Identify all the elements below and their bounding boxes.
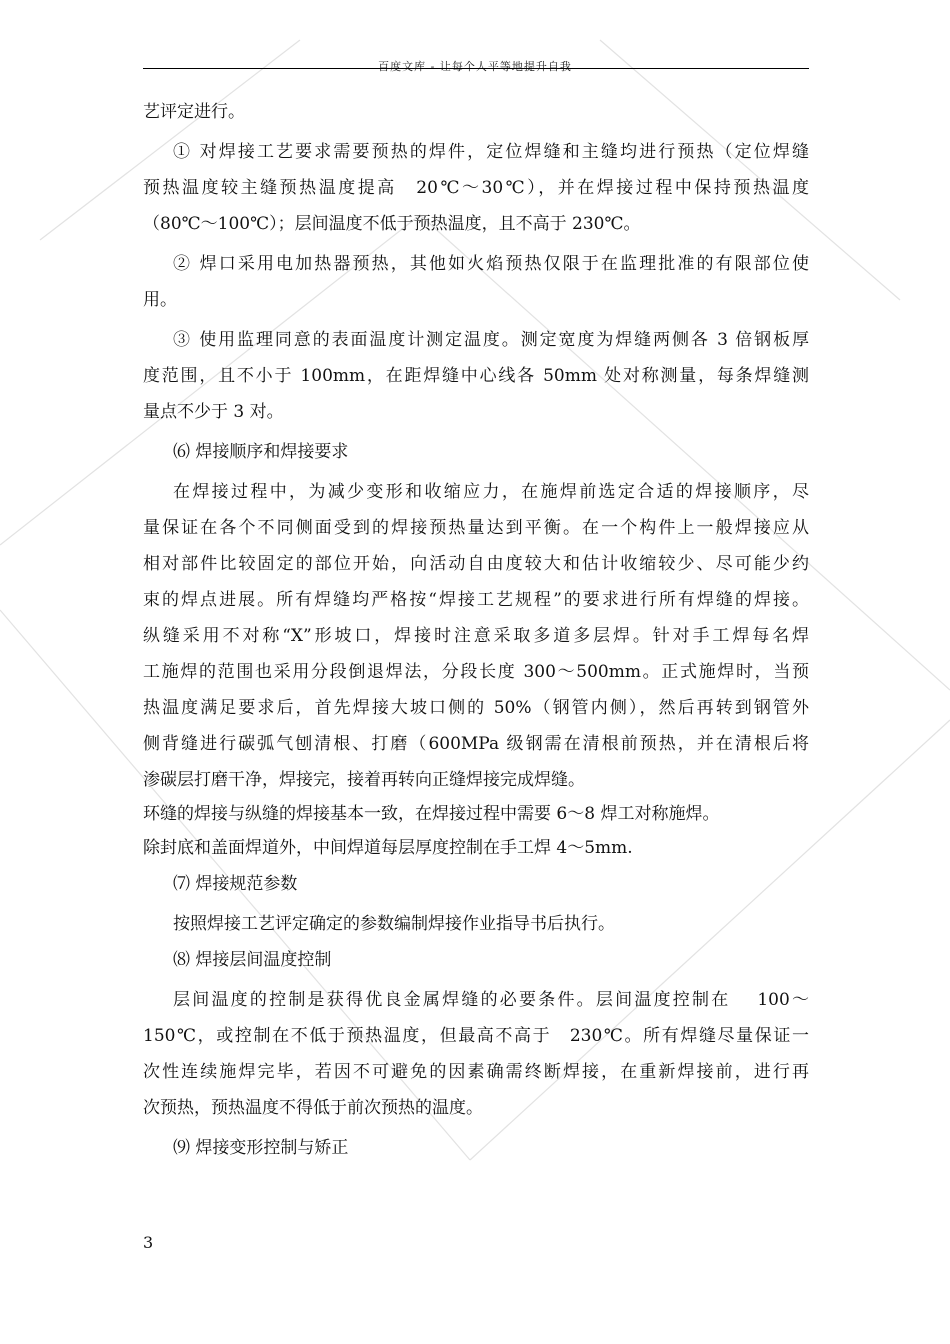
text-line: ① 对焊接工艺要求需要预热的焊件，定位焊缝和主缝均进行预热（定位焊缝 xyxy=(173,142,809,162)
text-line: 用。 xyxy=(143,290,177,310)
section-heading: ⑻ 焊接层间温度控制 xyxy=(173,950,332,970)
page-number: 3 xyxy=(143,1233,154,1252)
text-line: 量保证在各个不同侧面受到的焊接预热量达到平衡。在一个构件上一般焊接应从 xyxy=(143,518,809,538)
text-line: 预热温度较主缝预热温度提高 20℃～30℃），并在焊接过程中保持预热温度 xyxy=(143,178,809,198)
text-line: 150℃，或控制在不低于预热温度，但最高不高于 230℃。所有焊缝尽量保证一 xyxy=(143,1026,809,1046)
section-heading: ⑹ 焊接顺序和焊接要求 xyxy=(173,442,349,462)
text-line: 次性连续施焊完毕，若因不可避免的因素确需终断焊接，在重新焊接前，进行再 xyxy=(143,1062,809,1082)
text-line: 次预热，预热温度不得低于前次预热的温度。 xyxy=(143,1098,483,1118)
section-heading: ⑺ 焊接规范参数 xyxy=(173,874,298,894)
page-header: 百度文库 - 让每个人平等地提升自我 xyxy=(378,60,572,73)
section-heading: ⑼ 焊接变形控制与矫正 xyxy=(173,1138,349,1158)
text-line: （80℃～100℃）；层间温度不低于预热温度，且不高于 230℃。 xyxy=(143,214,641,234)
header-rule xyxy=(143,68,809,69)
text-line: 在焊接过程中，为减少变形和收缩应力，在施焊前选定合适的焊接顺序，尽 xyxy=(173,482,809,502)
text-line: 工施焊的范围也采用分段倒退焊法，分段长度 300～500mm。正式施焊时，当预 xyxy=(143,662,809,682)
text-line: 环缝的焊接与纵缝的焊接基本一致，在焊接过程中需要 6～8 焊工对称施焊。 xyxy=(143,804,720,824)
body-text xyxy=(143,100,809,1160)
text-line: 按照焊接工艺评定确定的参数编制焊接作业指导书后执行。 xyxy=(173,914,615,934)
text-line: 纵缝采用不对称“X”形坡口，焊接时注意采取多道多层焊。针对手工焊每名焊 xyxy=(143,626,809,646)
text-line: 艺评定进行。 xyxy=(143,102,245,122)
text-line: ③ 使用监理同意的表面温度计测定温度。测定宽度为焊缝两侧各 3 倍钢板厚 xyxy=(173,330,809,350)
text-line: 束的焊点进展。所有焊缝均严格按“焊接工艺规程”的要求进行所有焊缝的焊接。 xyxy=(143,590,809,610)
text-line: ② 焊口采用电加热器预热，其他如火焰预热仅限于在监理批准的有限部位使 xyxy=(173,254,809,274)
text-line: 除封底和盖面焊道外，中间焊道每层厚度控制在手工焊 4～5mm. xyxy=(143,838,633,858)
text-line: 热温度满足要求后，首先焊接大坡口侧的 50%（钢管内侧），然后再转到钢管外 xyxy=(143,698,809,718)
text-line: 渗碳层打磨干净，焊接完，接着再转向正缝焊接完成焊缝。 xyxy=(143,770,585,790)
text-line: 侧背缝进行碳弧气刨清根、打磨（600MPa 级钢需在清根前预热，并在清根后将 xyxy=(143,734,809,754)
text-line: 度范围，且不小于 100mm，在距焊缝中心线各 50mm 处对称测量，每条焊缝测 xyxy=(143,366,809,386)
text-line: 量点不少于 3 对。 xyxy=(143,402,284,422)
text-line: 层间温度的控制是获得优良金属焊缝的必要条件。层间温度控制在 100～ xyxy=(173,990,809,1010)
text-line: 相对部件比较固定的部位开始，向活动自由度较大和估计收缩较少、尽可能少约 xyxy=(143,554,809,574)
